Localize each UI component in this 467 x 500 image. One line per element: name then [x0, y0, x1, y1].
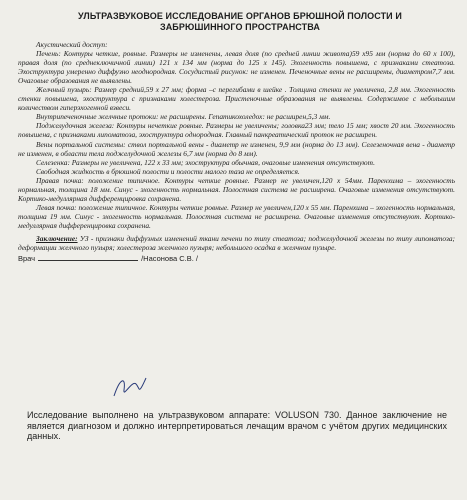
portal-veins-paragraph: Вены портальной системы: ствол портальной вены - диаметр не изменен, 9,9 мм (норма до 13 мм). Селезеночная вена - диаметр не изменен, в области тела поджелудочной железы 6,7 мм (норма до 8 мм). [18, 139, 455, 158]
gallbladder-paragraph: Желчный пузырь: Размер средний,59 х 27 мм; форма –с перегибами в шейке . Толщина стенки не увеличена, 2,8 мм. Эхогенность стенки повышена, эхоструктура с признаками холестероза. Пристеночные образования не выявлены. Содержимое с небольшим количеством гиперэхогенной взвеси. [18, 85, 455, 113]
left-kidney-paragraph: Левая почка: положение типичное. Контуры четкие ровные. Размер не увеличен,120 х 55 мм. Паренхима – эхогенность нормальная, толщина 19 мм. Синус - эхогенность нормальная. Полостная система не расширена. Очаговые изменения отсутствуют. Кортико-медуллярная дифференцировка сохранена. [18, 202, 455, 230]
report-title: УЛЬТРАЗВУКОВОЕ ИССЛЕДОВАНИЕ ОРГАНОВ БРЮШНОЙ ПОЛОСТИ И ЗАБРЮШИННОГО ПРОСТРАНСТВА [78, 11, 402, 32]
signature-scribble [110, 372, 150, 402]
acoustic-access: Акустический доступ: [36, 40, 108, 49]
conclusion [18, 234, 455, 252]
bile-ducts-paragraph: Внутрипеченочные желчные протоки: не расширены. Гепатикохоледох: не расширен,5,3 мм. [36, 112, 331, 122]
free-fluid-paragraph: Свободная жидкость в брюшной полости и полости малого таза не определяется. [36, 166, 300, 176]
report-body [18, 40, 455, 263]
signature-line [18, 254, 455, 263]
right-kidney-paragraph: Правая почка: положение типичное. Контуры четкие ровные. Размер не увеличен,120 х 54мм. Паренхима – эхогенность нормальная, толщина 18 мм. Синус - эхогенность нормальная. Полостная система не расширена. Очаговые изменения отсутствуют. Кортико-медуллярная дифференцировка сохранена. [18, 175, 455, 203]
signature-blank [38, 252, 138, 261]
conclusion-text: УЗ - признаки диффузных изменений ткани печени по типу стеатоза; поджелудочной железы по типу липоматоза; деформации желчного пузыря; холестероза желчного пузыря; небольшого осадка в желчном пузыре. [18, 233, 455, 253]
doctor-role: Врач [18, 254, 36, 264]
liver-paragraph: Печень: Контуры четкие, ровные. Размеры не изменены, левая доля (по средней линии живота)59 х95 мм (норма до 60 х 100), правая доля (по среднеключичной линии) 121 х 134 мм (норма до 125 х 145). Эхогенность повышена, с признаками стеатоза. Эхоструктура умеренно диффузно неоднородная. Сосудистый рисунок: не изменен. Печеночные вены не расширены, диаметром7,7 мм. Очаговые образования не выявлены. [18, 49, 455, 86]
conclusion-label: Заключение: [36, 233, 78, 243]
spleen-paragraph: Селезенка: Размеры не увеличена, 122 х 33 мм; эхоструктура обычная, очаговые изменения отсутствуют. [36, 157, 375, 167]
device-disclaimer: Исследование выполнено на ультразвуковом аппарате: VOLUSON 730. Данное заключение не является диагнозом и должно интерпретироваться лечащим врачом с учётом других медицинских данных. [27, 410, 447, 441]
pancreas-paragraph: Поджелудочная железа: Контуры нечеткие ровные. Размеры не увеличены; головка23 мм; тело 15 мм; хвост 20 мм. Эхогенность повышена, с признаками липоматоза, эхоструктура однородная. Главный панкреатический проток не расширен. [18, 121, 455, 140]
doctor-name: /Насонова С.В. / [141, 254, 198, 264]
